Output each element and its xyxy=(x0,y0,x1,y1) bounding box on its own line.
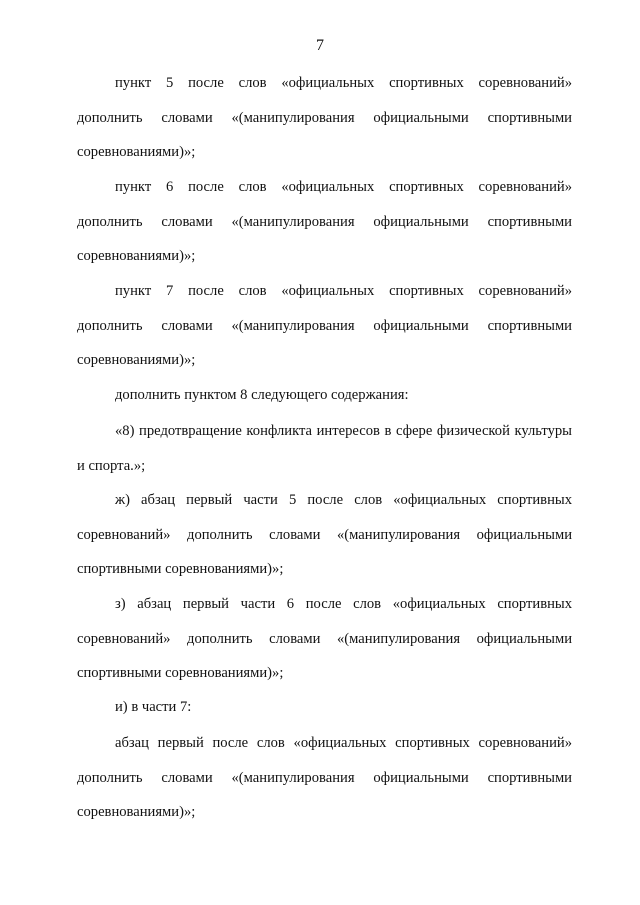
paragraph-5: «8) предотвращение конфликта интересов в сфере физической культуры и спорта.»; xyxy=(77,423,572,474)
paragraph-1: пункт 5 после слов «официальных спортивных соревнований» дополнить словами «(манипулирования официальными спортивными соревнованиями)»; xyxy=(77,75,572,160)
paragraph-7: з) абзац первый части 6 после слов «официальных спортивных соревнований» дополнить словами «(манипулирования официальными спортивными соревнованиями)»; xyxy=(77,596,572,681)
paragraph-2: пункт 6 после слов «официальных спортивных соревнований» дополнить словами «(манипулирования официальными спортивными соревнованиями)»; xyxy=(77,179,572,264)
paragraph-6: ж) абзац первый части 5 после слов «официальных спортивных соревнований» дополнить словами «(манипулирования официальными спортивными соревнованиями)»; xyxy=(77,492,572,577)
paragraph-3: пункт 7 после слов «официальных спортивных соревнований» дополнить словами «(манипулирования официальными спортивными соревнованиями)»; xyxy=(77,283,572,368)
paragraph-4: дополнить пунктом 8 следующего содержания: xyxy=(115,387,409,403)
page-number: 7 xyxy=(316,37,324,54)
paragraph-9: абзац первый после слов «официальных спортивных соревнований» дополнить словами «(манипулирования официальными спортивными соревнованиями)»; xyxy=(77,735,572,820)
paragraph-8: и) в части 7: xyxy=(115,699,192,715)
